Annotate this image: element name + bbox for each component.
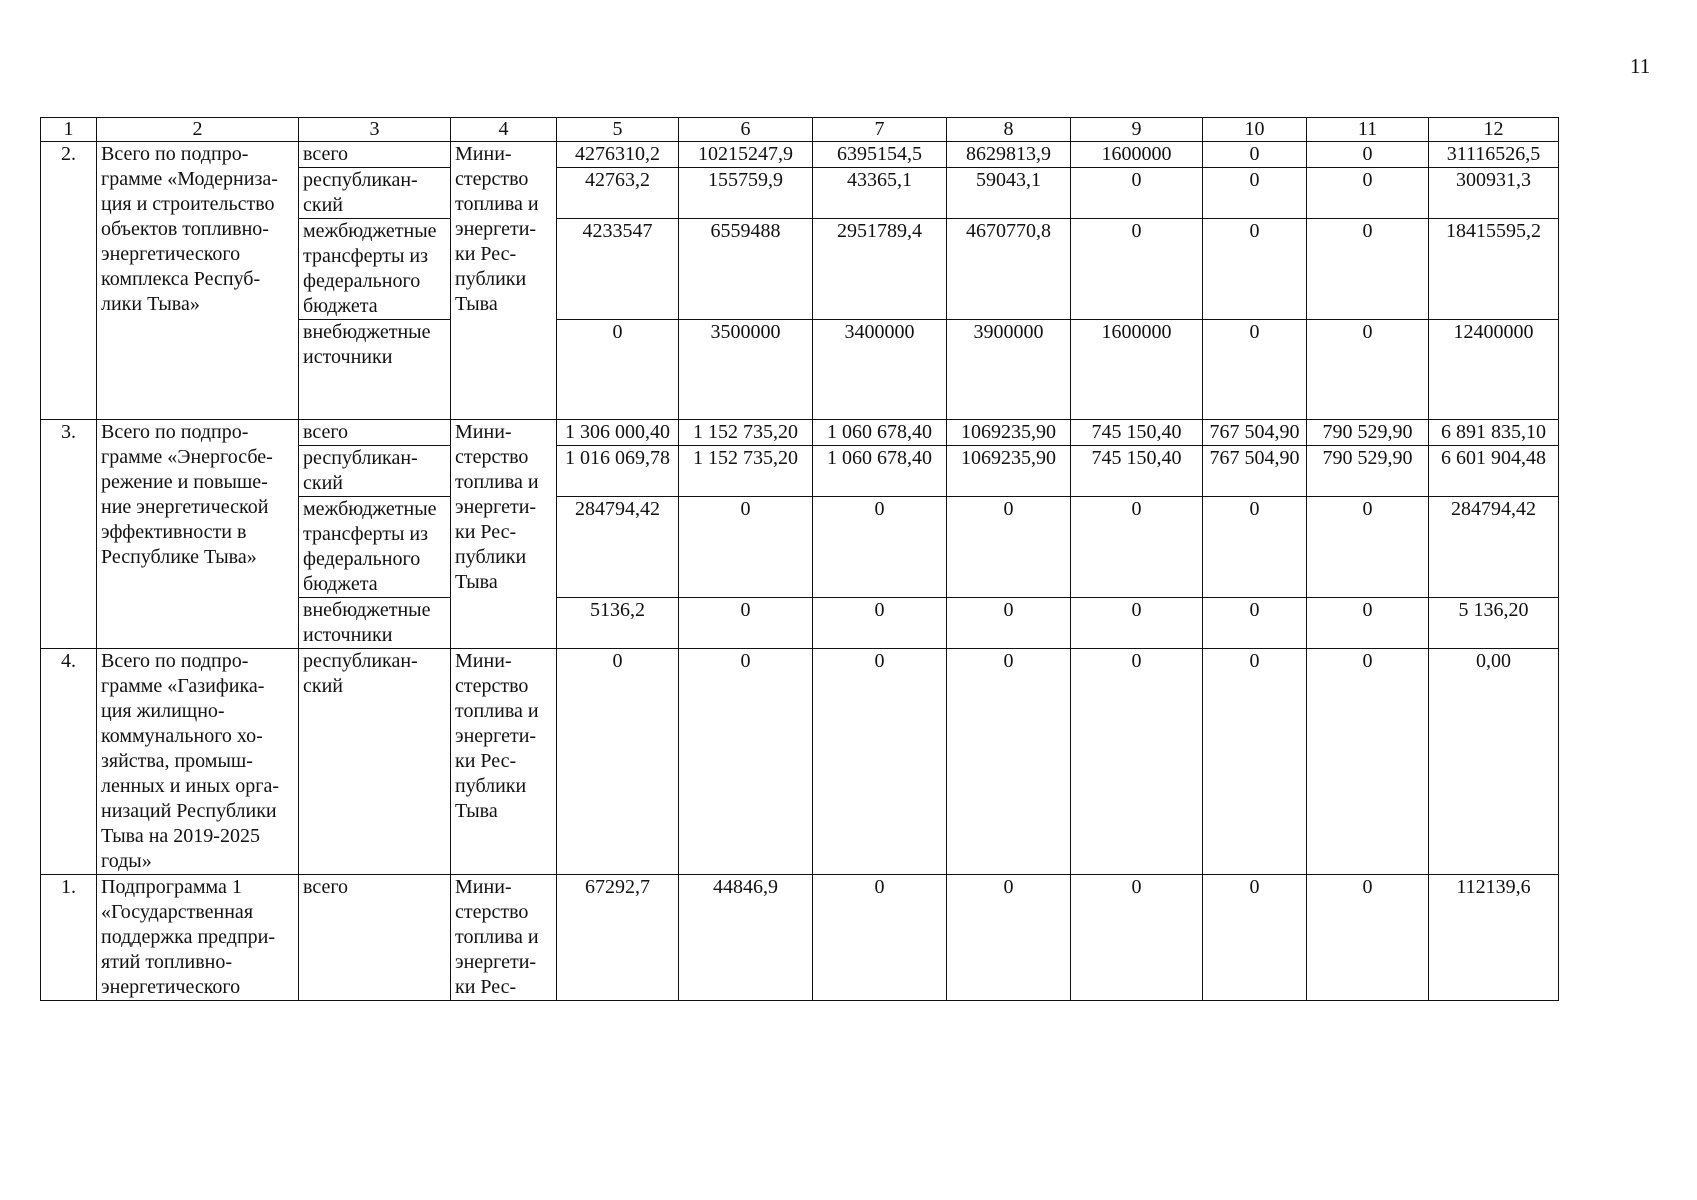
row-number: 4. bbox=[41, 649, 97, 875]
value-col-12: 6 891 835,10 bbox=[1429, 420, 1559, 446]
value-col-11: 0 bbox=[1307, 219, 1429, 320]
funding-source: межбюджетные трансферты из федерального бюджета bbox=[299, 497, 451, 598]
column-number-10: 10 bbox=[1203, 118, 1307, 142]
value-col-7: 43365,1 bbox=[813, 168, 947, 219]
value-col-6: 0 bbox=[679, 649, 813, 875]
value-col-5: 42763,2 bbox=[557, 168, 679, 219]
value-col-8: 4670770,8 bbox=[947, 219, 1071, 320]
funding-source: республикан- ский bbox=[299, 446, 451, 497]
value-col-9: 0 bbox=[1071, 649, 1203, 875]
funding-source: республикан- ский bbox=[299, 649, 451, 875]
value-col-11: 0 bbox=[1307, 142, 1429, 168]
value-col-5: 0 bbox=[557, 649, 679, 875]
value-col-9: 745 150,40 bbox=[1071, 446, 1203, 497]
value-col-7: 6395154,5 bbox=[813, 142, 947, 168]
value-col-7: 0 bbox=[813, 497, 947, 598]
table-row bbox=[41, 142, 1559, 168]
value-col-10: 767 504,90 bbox=[1203, 446, 1307, 497]
value-col-10: 0 bbox=[1203, 875, 1307, 1001]
value-col-6: 44846,9 bbox=[679, 875, 813, 1001]
value-col-12: 18415595,2 bbox=[1429, 219, 1559, 320]
column-number-6: 6 bbox=[679, 118, 813, 142]
value-col-10: 0 bbox=[1203, 168, 1307, 219]
value-col-6: 0 bbox=[679, 598, 813, 649]
column-number-1: 1 bbox=[41, 118, 97, 142]
funding-source: всего bbox=[299, 875, 451, 1001]
column-number-7: 7 bbox=[813, 118, 947, 142]
value-col-9: 0 bbox=[1071, 219, 1203, 320]
value-col-7: 0 bbox=[813, 598, 947, 649]
value-col-12: 0,00 bbox=[1429, 649, 1559, 875]
value-col-8: 0 bbox=[947, 598, 1071, 649]
column-number-2: 2 bbox=[97, 118, 299, 142]
value-col-10: 767 504,90 bbox=[1203, 420, 1307, 446]
table-row bbox=[41, 875, 1559, 1001]
value-col-9: 0 bbox=[1071, 598, 1203, 649]
value-col-8: 1069235,90 bbox=[947, 420, 1071, 446]
executor: Мини- стерство топлива и энергети- ки Рес- публики Тыва bbox=[451, 649, 557, 875]
value-col-6: 1 152 735,20 bbox=[679, 446, 813, 497]
value-col-12: 5 136,20 bbox=[1429, 598, 1559, 649]
value-col-5: 1 306 000,40 bbox=[557, 420, 679, 446]
value-col-9: 745 150,40 bbox=[1071, 420, 1203, 446]
value-col-5: 0 bbox=[557, 320, 679, 420]
column-number-5: 5 bbox=[557, 118, 679, 142]
value-col-8: 59043,1 bbox=[947, 168, 1071, 219]
column-number-11: 11 bbox=[1307, 118, 1429, 142]
value-col-11: 0 bbox=[1307, 598, 1429, 649]
value-col-7: 1 060 678,40 bbox=[813, 446, 947, 497]
value-col-11: 0 bbox=[1307, 497, 1429, 598]
value-col-8: 1069235,90 bbox=[947, 446, 1071, 497]
table-row bbox=[41, 649, 1559, 875]
value-col-6: 1 152 735,20 bbox=[679, 420, 813, 446]
funding-source: межбюджетные трансферты из федерального бюджета bbox=[299, 219, 451, 320]
executor: Мини- стерство топлива и энергети- ки Рес- публики Тыва bbox=[451, 142, 557, 420]
value-col-8: 0 bbox=[947, 497, 1071, 598]
value-col-6: 155759,9 bbox=[679, 168, 813, 219]
value-col-7: 3400000 bbox=[813, 320, 947, 420]
value-col-8: 8629813,9 bbox=[947, 142, 1071, 168]
table-row bbox=[41, 420, 1559, 446]
value-col-9: 0 bbox=[1071, 875, 1203, 1001]
value-col-6: 6559488 bbox=[679, 219, 813, 320]
value-col-12: 112139,6 bbox=[1429, 875, 1559, 1001]
program-name: Всего по подпро- грамме «Модерниза- ция и строительство объектов топливно- энергетического комплекса Респуб- лики Тыва» bbox=[97, 142, 299, 420]
value-col-8: 0 bbox=[947, 875, 1071, 1001]
value-col-7: 0 bbox=[813, 649, 947, 875]
value-col-11: 0 bbox=[1307, 320, 1429, 420]
header-row bbox=[41, 118, 1559, 142]
value-col-8: 3900000 bbox=[947, 320, 1071, 420]
column-number-12: 12 bbox=[1429, 118, 1559, 142]
value-col-10: 0 bbox=[1203, 497, 1307, 598]
value-col-6: 3500000 bbox=[679, 320, 813, 420]
page-number: 11 bbox=[1630, 54, 1651, 78]
row-number: 1. bbox=[41, 875, 97, 1001]
value-col-9: 0 bbox=[1071, 497, 1203, 598]
value-col-11: 0 bbox=[1307, 875, 1429, 1001]
value-col-12: 6 601 904,48 bbox=[1429, 446, 1559, 497]
executor: Мини- стерство топлива и энергети- ки Рес- публики Тыва bbox=[451, 420, 557, 649]
funding-source: всего bbox=[299, 142, 451, 168]
value-col-11: 790 529,90 bbox=[1307, 446, 1429, 497]
value-col-12: 284794,42 bbox=[1429, 497, 1559, 598]
value-col-12: 31116526,5 bbox=[1429, 142, 1559, 168]
value-col-6: 0 bbox=[679, 497, 813, 598]
executor: Мини- стерство топлива и энергети- ки Рес- bbox=[451, 875, 557, 1001]
value-col-12: 12400000 bbox=[1429, 320, 1559, 420]
value-col-11: 790 529,90 bbox=[1307, 420, 1429, 446]
value-col-5: 284794,42 bbox=[557, 497, 679, 598]
program-name: Всего по подпро- грамме «Энергосбе- режение и повыше- ние энергетической эффективности в Республике Тыва» bbox=[97, 420, 299, 649]
value-col-7: 0 bbox=[813, 875, 947, 1001]
value-col-5: 4276310,2 bbox=[557, 142, 679, 168]
program-name: Подпрограмма 1 «Государственная поддержка предпри- ятий топливно- энергетического bbox=[97, 875, 299, 1001]
funding-source: всего bbox=[299, 420, 451, 446]
value-col-7: 2951789,4 bbox=[813, 219, 947, 320]
value-col-9: 1600000 bbox=[1071, 142, 1203, 168]
value-col-8: 0 bbox=[947, 649, 1071, 875]
value-col-9: 1600000 bbox=[1071, 320, 1203, 420]
value-col-10: 0 bbox=[1203, 598, 1307, 649]
funding-source: республикан- ский bbox=[299, 168, 451, 219]
value-col-6: 10215247,9 bbox=[679, 142, 813, 168]
funding-source: внебюджетные источники bbox=[299, 320, 451, 420]
value-col-5: 5136,2 bbox=[557, 598, 679, 649]
value-col-10: 0 bbox=[1203, 219, 1307, 320]
value-col-12: 300931,3 bbox=[1429, 168, 1559, 219]
value-col-10: 0 bbox=[1203, 142, 1307, 168]
value-col-11: 0 bbox=[1307, 649, 1429, 875]
funding-source: внебюджетные источники bbox=[299, 598, 451, 649]
value-col-10: 0 bbox=[1203, 649, 1307, 875]
value-col-5: 67292,7 bbox=[557, 875, 679, 1001]
value-col-10: 0 bbox=[1203, 320, 1307, 420]
column-number-4: 4 bbox=[451, 118, 557, 142]
program-name: Всего по подпро- грамме «Газифика- ция жилищно- коммунального хо- зяйства, промыш- ленных и иных орга- низаций Республики Тыва на 2019-2025 годы» bbox=[97, 649, 299, 875]
value-col-9: 0 bbox=[1071, 168, 1203, 219]
value-col-11: 0 bbox=[1307, 168, 1429, 219]
row-number: 3. bbox=[41, 420, 97, 649]
row-number: 2. bbox=[41, 142, 97, 420]
column-number-8: 8 bbox=[947, 118, 1071, 142]
value-col-7: 1 060 678,40 bbox=[813, 420, 947, 446]
value-col-5: 1 016 069,78 bbox=[557, 446, 679, 497]
column-number-9: 9 bbox=[1071, 118, 1203, 142]
column-number-3: 3 bbox=[299, 118, 451, 142]
value-col-5: 4233547 bbox=[557, 219, 679, 320]
budget-table bbox=[40, 117, 1559, 1001]
